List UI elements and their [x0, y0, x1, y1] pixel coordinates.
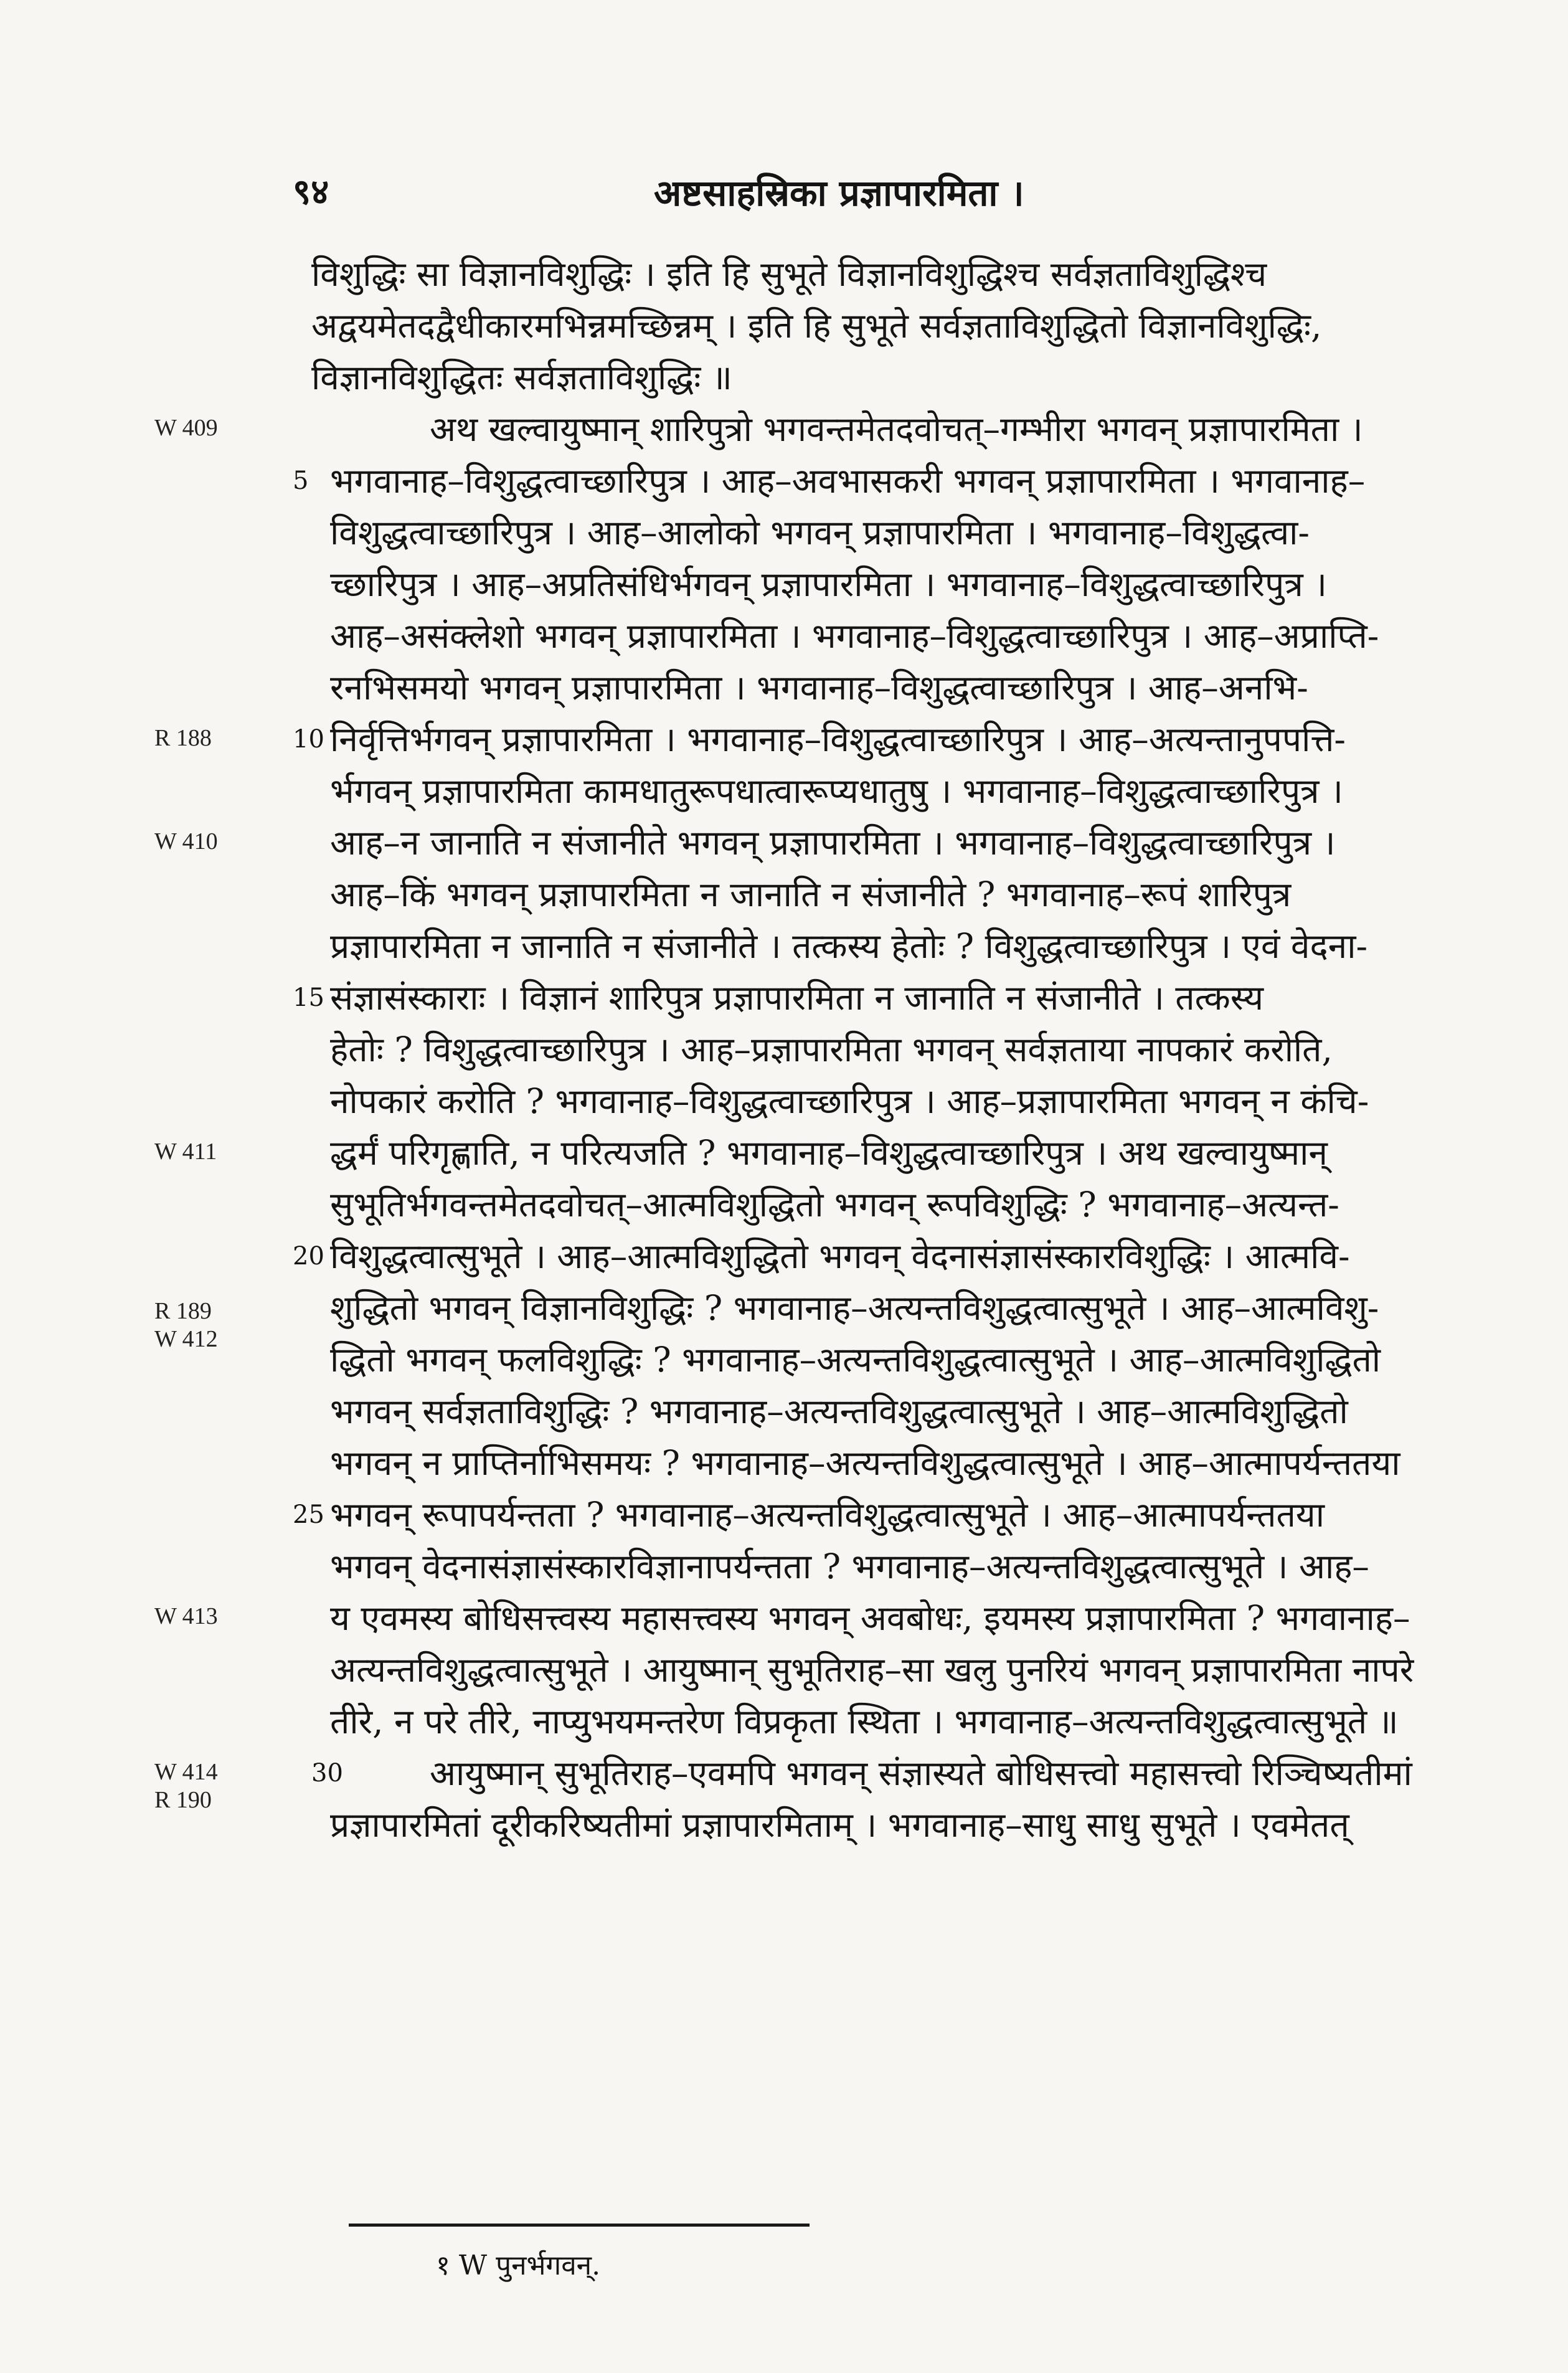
line-number: 5: [293, 467, 309, 495]
margin-reference: W 409: [154, 415, 218, 441]
line-number: 20: [293, 1242, 324, 1271]
text-line: सुभूतिर्भगवन्तमेतदवोचत्–आत्मविशुद्धितो भगवन् रूपविशुद्धिः ? भगवानाह–अत्यन्त-: [330, 1185, 1339, 1224]
text-line: भगवानाह–विशुद्धत्वाच्छारिपुत्र । आह–अवभासकरी भगवन् प्रज्ञापारमिता । भगवानाह–: [330, 461, 1366, 501]
text-line: हेतोः ? विशुद्धत्वाच्छारिपुत्र । आह–प्रज्ञापारमिता भगवन् सर्वज्ञताया नापकारं करोति,: [330, 1030, 1333, 1069]
text-line: र्भगवन् प्रज्ञापारमिता कामधातुरूपधात्वारूप्यधातुषु । भगवानाह–विशुद्धत्वाच्छारिपुत्र ।: [330, 771, 1343, 811]
text-line: रनभिसमयो भगवन् प्रज्ञापारमिता । भगवानाह–विशुद्धत्वाच्छारिपुत्र । आह–अनभि-: [330, 668, 1308, 708]
margin-reference: W 413: [154, 1603, 218, 1629]
text-line: द्धर्मं परिगृह्णाति, न परित्यजति ? भगवानाह–विशुद्धत्वाच्छारिपुत्र । अथ खल्वायुष्मान्: [330, 1133, 1328, 1173]
text-line: प्रज्ञापारमिता न जानाति न संजानीते । तत्कस्य हेतोः ? विशुद्धत्वाच्छारिपुत्र । एवं वेदना-: [330, 926, 1368, 966]
text-line: आयुष्मान् सुभूतिराह–एवमपि भगवन् संज्ञास्यते बोधिसत्त्वो महासत्त्वो रिञ्चिष्यतीमां: [430, 1753, 1412, 1793]
running-header: [293, 167, 1401, 217]
page-number: ९४: [293, 171, 329, 212]
line-number: 30: [311, 1759, 343, 1788]
text-line: संज्ञासंस्काराः । विज्ञानं शारिपुत्र प्रज्ञापारमिता न जानाति न संजानीते । तत्कस्य: [330, 978, 1264, 1018]
text-line: निर्वृत्तिर्भगवन् प्रज्ञापारमिता । भगवानाह–विशुद्धत्वाच्छारिपुत्र । आह–अत्यन्तानुपपत्ति-: [330, 719, 1346, 759]
margin-reference: W 411: [154, 1139, 217, 1165]
text-line: विशुद्धत्वात्सुभूते । आह–आत्मविशुद्धितो भगवन् वेदनासंज्ञासंस्कारविशुद्धिः । आत्मवि-: [330, 1236, 1350, 1276]
text-line: भगवन् वेदनासंज्ञासंस्कारविज्ञानापर्यन्तता ? भगवानाह–अत्यन्तविशुद्धत्वात्सुभूते । आह–: [330, 1546, 1369, 1586]
text-line: य एवमस्य बोधिसत्त्वस्य महासत्त्वस्य भगवन् अवबोधः, इयमस्य प्रज्ञापारमिता ? भगवानाह–: [330, 1598, 1410, 1638]
text-line: भगवन् सर्वज्ञताविशुद्धिः ? भगवानाह–अत्यन्तविशुद्धत्वात्सुभूते । आह–आत्मविशुद्धितो: [330, 1391, 1348, 1431]
text-line: अत्यन्तविशुद्धत्वात्सुभूते । आयुष्मान् सुभूतिराह–सा खलु पुनरियं भगवन् प्रज्ञापारमिता नापरे: [330, 1650, 1414, 1690]
text-line: विज्ञानविशुद्धितः सर्वज्ञताविशुद्धिः ॥: [311, 358, 732, 397]
line-number: 10: [293, 725, 324, 754]
text-line: विशुद्धत्वाच्छारिपुत्र । आह–आलोको भगवन् प्रज्ञापारमिता । भगवानाह–विशुद्धत्वा-: [330, 513, 1310, 552]
text-line: अद्वयमेतदद्वैधीकारमभिन्नमच्छिन्नम् । इति हि सुभूते सर्वज्ञताविशुद्धितो विज्ञानविशुद्धिः,: [311, 306, 1322, 346]
running-title: अष्टसाहस्रिका प्रज्ञापारमिता ।: [654, 172, 1024, 214]
footnote: १ W पुनर्भगवन्.: [436, 2250, 601, 2281]
text-line: आह–किं भगवन् प्रज्ञापारमिता न जानाति न संजानीते ? भगवानाह–रूपं शारिपुत्र: [330, 874, 1292, 914]
margin-reference: W 412: [154, 1326, 218, 1352]
text-line: द्धितो भगवन् फलविशुद्धिः ? भगवानाह–अत्यन्तविशुद्धत्वात्सुभूते । आह–आत्मविशुद्धितो: [330, 1340, 1381, 1380]
text-line: आह–असंक्लेशो भगवन् प्रज्ञापारमिता । भगवानाह–विशुद्धत्वाच्छारिपुत्र । आह–अप्राप्ति-: [330, 616, 1379, 656]
text-line: भगवन् रूपापर्यन्तता ? भगवानाह–अत्यन्तविशुद्धत्वात्सुभूते । आह–आत्मापर्यन्ततया: [330, 1495, 1325, 1535]
text-line: तीरे, न परे तीरे, नाप्युभयमन्तरेण विप्रकृता स्थिता । भगवानाह–अत्यन्तविशुद्धत्वात्सुभूते ॥: [330, 1702, 1399, 1741]
text-line: विशुद्धिः सा विज्ञानविशुद्धिः । इति हि सुभूते विज्ञानविशुद्धिश्च सर्वज्ञताविशुद्धिश्च: [311, 254, 1267, 294]
line-number: 15: [293, 983, 324, 1012]
text-line: आह–न जानाति न संजानीते भगवन् प्रज्ञापारमिता । भगवानाह–विशुद्धत्वाच्छारिपुत्र ।: [330, 823, 1336, 863]
footnote-rule: [349, 2224, 810, 2227]
line-number: 25: [293, 1500, 324, 1529]
text-line: च्छारिपुत्र । आह–अप्रतिसंधिर्भगवन् प्रज्ञापारमिता । भगवानाह–विशुद्धत्वाच्छारिपुत्र ।: [330, 564, 1328, 604]
margin-reference: W 410: [154, 828, 218, 855]
text-line: भगवन् न प्राप्तिर्नाभिसमयः ? भगवानाह–अत्यन्तविशुद्धत्वात्सुभूते । आह–आत्मापर्यन्ततया: [330, 1443, 1400, 1483]
text-line: नोपकारं करोति ? भगवानाह–विशुद्धत्वाच्छारिपुत्र । आह–प्रज्ञापारमिता भगवन् न कंचि-: [330, 1081, 1369, 1121]
margin-reference: R 188: [154, 725, 212, 751]
margin-reference: R 189: [154, 1298, 212, 1324]
margin-reference: R 190: [154, 1787, 212, 1813]
text-line: प्रज्ञापारमितां दूरीकरिष्यतीमां प्रज्ञापारमिताम् । भगवानाह–साधु साधु सुभूते । एवमेतत्: [330, 1805, 1349, 1845]
text-line: शुद्धितो भगवन् विज्ञानविशुद्धिः ? भगवानाह–अत्यन्तविशुद्धत्वात्सुभूते । आह–आत्मविशु-: [330, 1288, 1379, 1328]
text-line: अथ खल्वायुष्मान् शारिपुत्रो भगवन्तमेतदवोचत्–गम्भीरा भगवन् प्रज्ञापारमिता ।: [430, 409, 1363, 449]
margin-reference: W 414: [154, 1759, 218, 1785]
